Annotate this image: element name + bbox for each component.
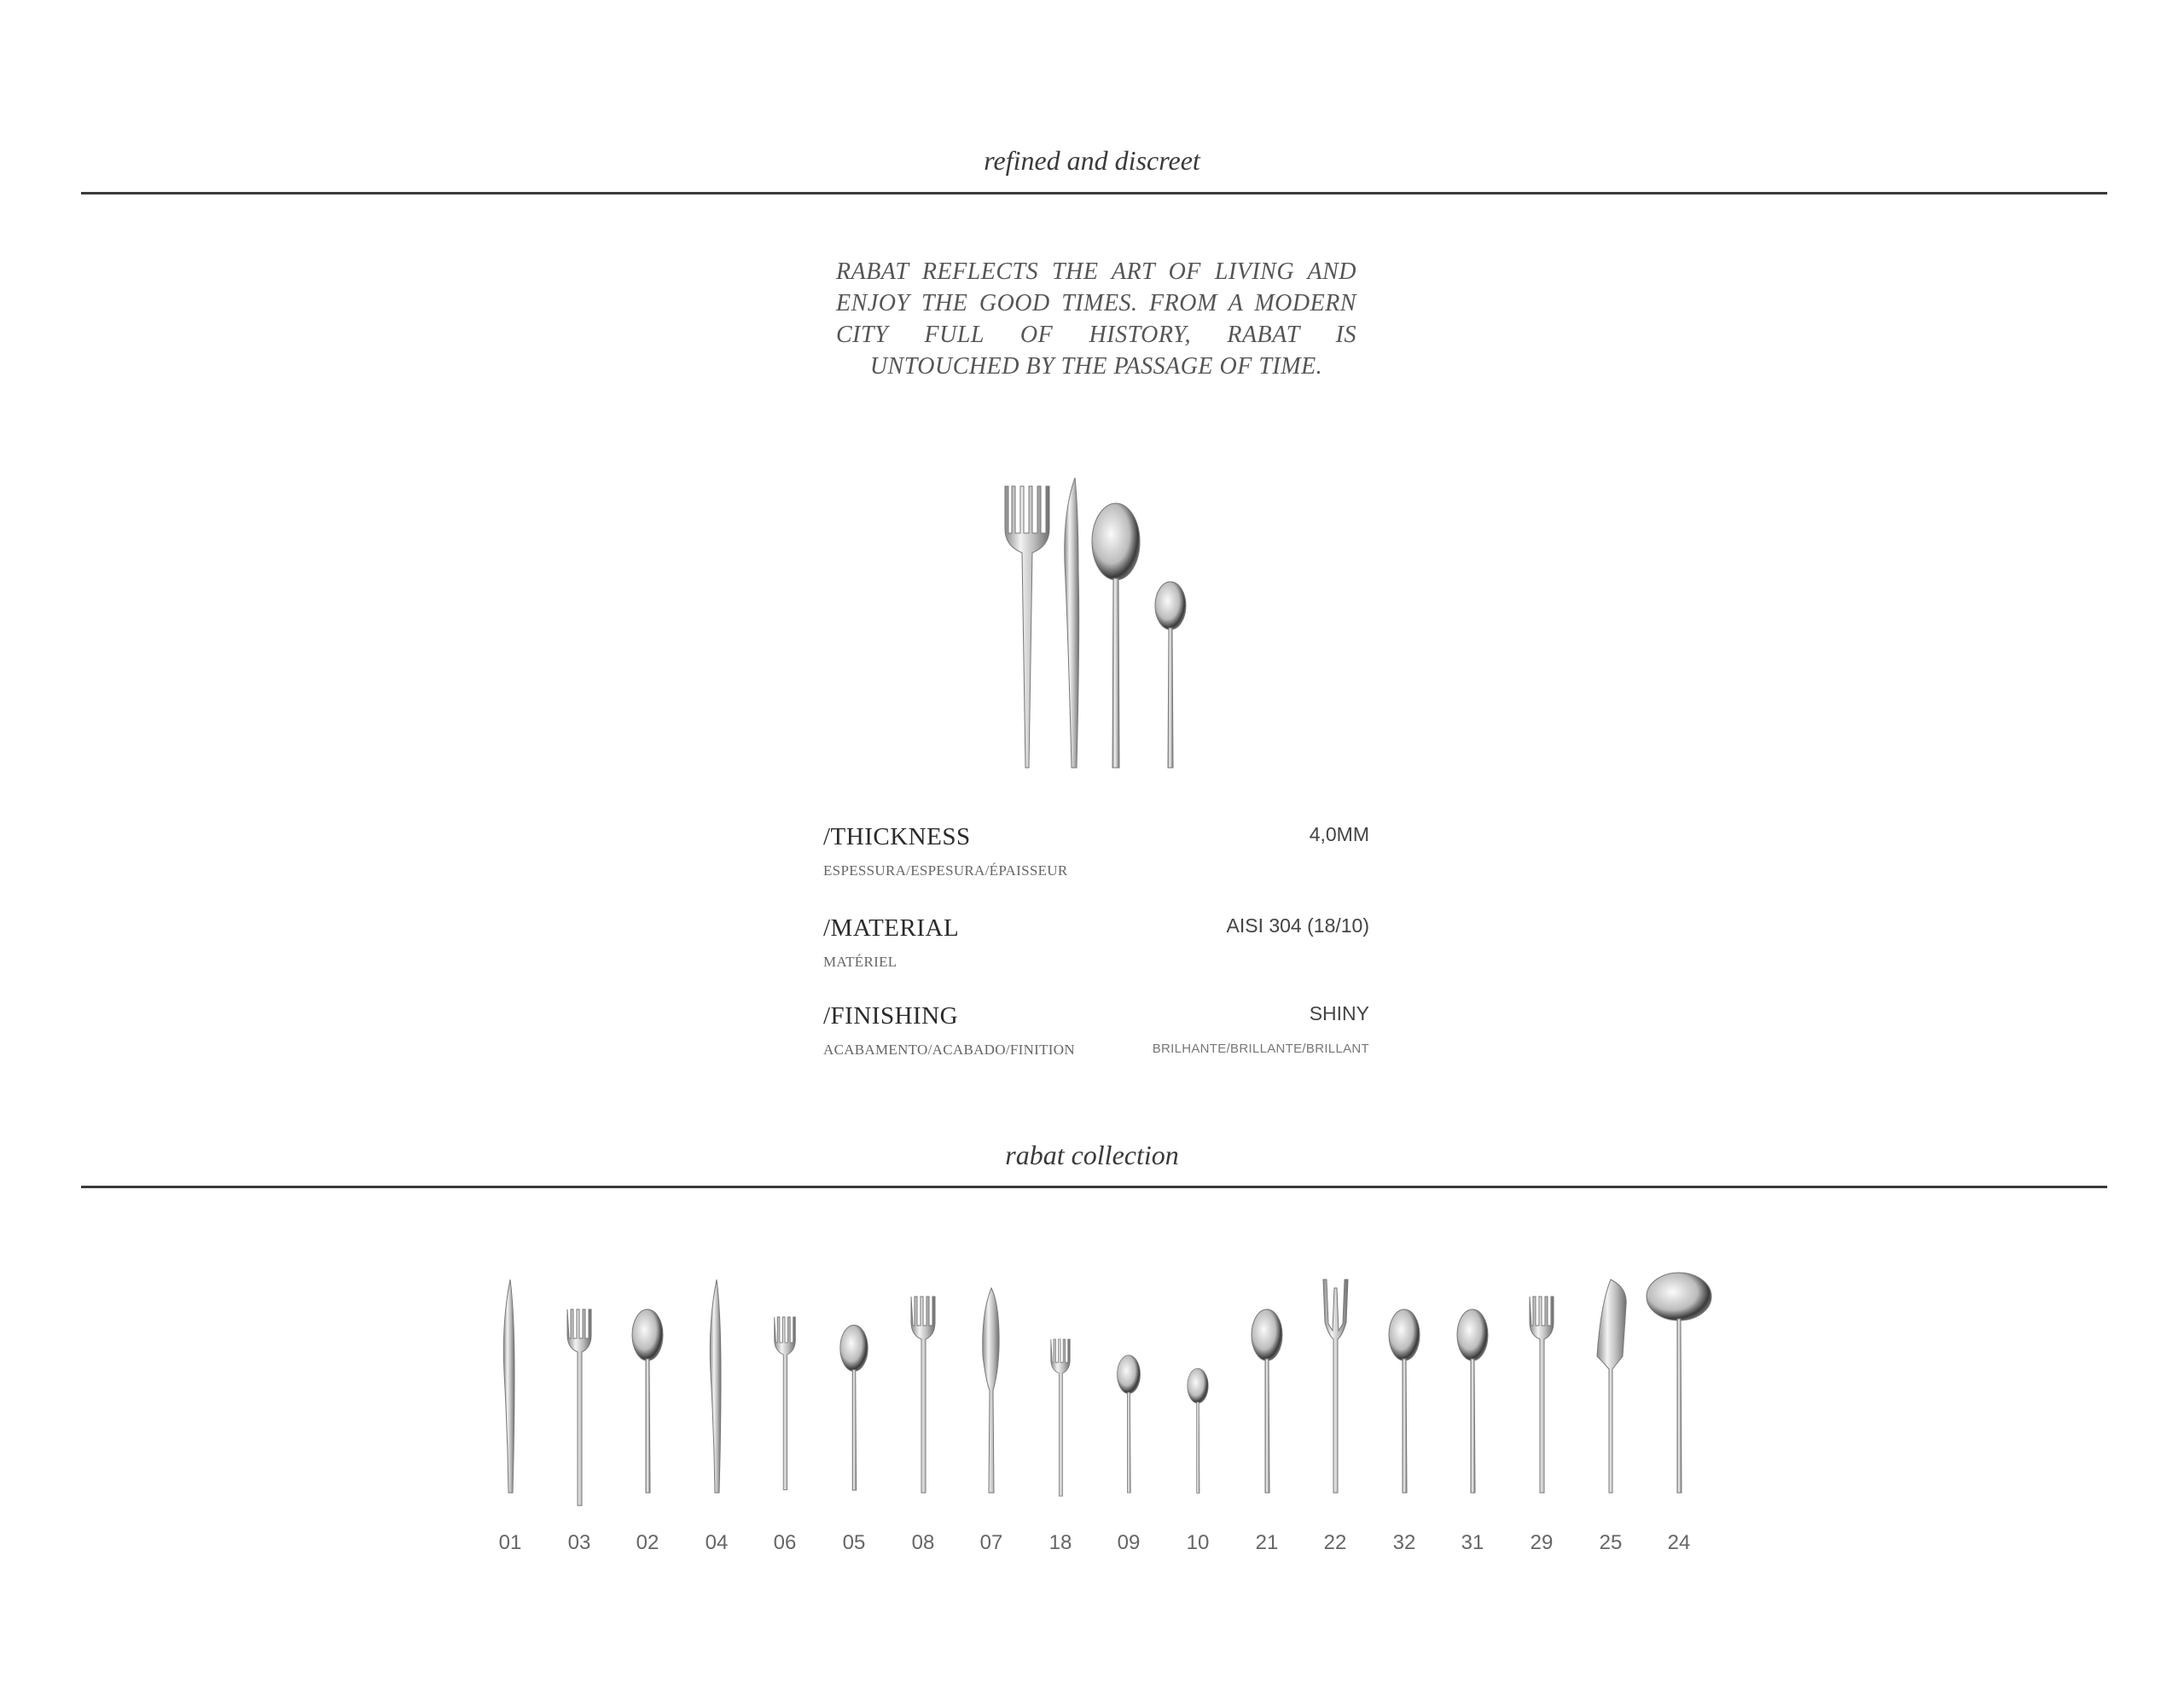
- collection-item-02: [613, 1254, 682, 1554]
- hero-fork: [1005, 486, 1049, 768]
- spec-sub: ACABAMENTO/ACABADO/FINITION: [823, 1042, 1075, 1058]
- collection-item-image: [957, 1254, 1025, 1510]
- spec-label: /FINISHING: [823, 1002, 959, 1030]
- collection-item-image: [1577, 1254, 1645, 1510]
- collection-item-image: [751, 1254, 819, 1510]
- collection-item-code: 09: [1117, 1531, 1141, 1554]
- collection-item-image: [682, 1254, 751, 1510]
- collection-item-03: [545, 1254, 613, 1554]
- collection-item-code: 03: [567, 1531, 591, 1554]
- collection-item-01: [476, 1254, 544, 1554]
- collection-item-image: [613, 1254, 682, 1510]
- collection-item-code: 02: [636, 1531, 659, 1554]
- collection-item-06: [751, 1254, 819, 1554]
- collection-item-code: 29: [1530, 1531, 1554, 1554]
- spec-thickness: [823, 823, 1369, 891]
- collection-divider: [81, 1186, 2107, 1188]
- collection-item-code: 21: [1255, 1531, 1279, 1554]
- collection-item-image: [1645, 1254, 1713, 1510]
- collection-item-24: [1645, 1254, 1713, 1554]
- spec-label: /MATERIAL: [823, 914, 960, 942]
- collection-item-code: 01: [498, 1531, 522, 1554]
- hero-spoon: [1092, 503, 1140, 768]
- collection-item-code: 06: [773, 1531, 797, 1554]
- spec-value: SHINY: [1309, 1002, 1369, 1024]
- collection-item-code: 04: [705, 1531, 729, 1554]
- hero-knife: [1065, 478, 1079, 768]
- spec-value-sub: BRILHANTE/BRILLANTE/BRILLANT: [1152, 1042, 1369, 1056]
- intro-text: RABAT REFLECTS THE ART OF LIVING AND ENJOY THE GOOD TIMES. FROM A MODERN CITY FULL OF HISTORY, RABAT IS UNTOUCHED BY THE PASSAGE OF TIME.: [836, 258, 1356, 380]
- collection-item-code: 07: [979, 1531, 1003, 1554]
- spec-value: AISI 304 (18/10): [1226, 914, 1369, 937]
- collection-item-image: [1301, 1254, 1369, 1510]
- section-title-refined: refined and discreet: [984, 145, 1200, 176]
- collection-item-32: [1370, 1254, 1438, 1554]
- collection-item-code: 22: [1323, 1531, 1347, 1554]
- spec-material: [823, 914, 1369, 983]
- collection-item-22: [1301, 1254, 1369, 1554]
- collection-item-25: [1577, 1254, 1645, 1554]
- spec-sub: ESPESSURA/ESPESURA/ÉPAISSEUR: [823, 862, 1068, 879]
- collection-item-image: [820, 1254, 888, 1510]
- collection-item-image: [1438, 1254, 1507, 1510]
- collection-item-image: [1507, 1254, 1576, 1510]
- collection-item-code: 32: [1392, 1531, 1416, 1554]
- collection-item-code: 31: [1461, 1531, 1484, 1554]
- collection-item-image: [1233, 1254, 1301, 1510]
- spec-label: /THICKNESS: [823, 823, 971, 850]
- collection-item-code: 24: [1667, 1531, 1691, 1554]
- spec-value: 4,0MM: [1309, 823, 1369, 845]
- collection-item-code: 10: [1186, 1531, 1210, 1554]
- top-divider: [81, 192, 2107, 194]
- collection-item-21: [1233, 1254, 1301, 1554]
- collection-item-image: [1095, 1254, 1163, 1510]
- collection-row: [0, 1254, 2184, 1554]
- section-title-collection: rabat collection: [1005, 1140, 1179, 1170]
- spec-finishing: [823, 1002, 1369, 1071]
- collection-item-image: [545, 1254, 613, 1510]
- collection-item-code: 18: [1048, 1531, 1072, 1554]
- collection-item-04: [682, 1254, 751, 1554]
- collection-item-code: 05: [842, 1531, 866, 1554]
- hero-teaspoon: [1155, 582, 1186, 768]
- collection-item-image: [1026, 1254, 1095, 1510]
- hero-cutlery-image: [990, 461, 1203, 785]
- collection-item-image: [1164, 1254, 1232, 1510]
- spec-sub: MATÉRIEL: [823, 954, 897, 970]
- collection-item-image: [476, 1254, 544, 1510]
- collection-item-18: [1026, 1254, 1095, 1554]
- collection-item-31: [1438, 1254, 1507, 1554]
- collection-item-07: [957, 1254, 1025, 1554]
- collection-item-08: [889, 1254, 957, 1554]
- collection-item-10: [1164, 1254, 1232, 1554]
- collection-item-29: [1507, 1254, 1576, 1554]
- collection-item-05: [820, 1254, 888, 1554]
- collection-item-image: [889, 1254, 957, 1510]
- collection-item-code: 25: [1599, 1531, 1623, 1554]
- collection-item-image: [1370, 1254, 1438, 1510]
- collection-item-code: 08: [911, 1531, 935, 1554]
- collection-item-09: [1095, 1254, 1163, 1554]
